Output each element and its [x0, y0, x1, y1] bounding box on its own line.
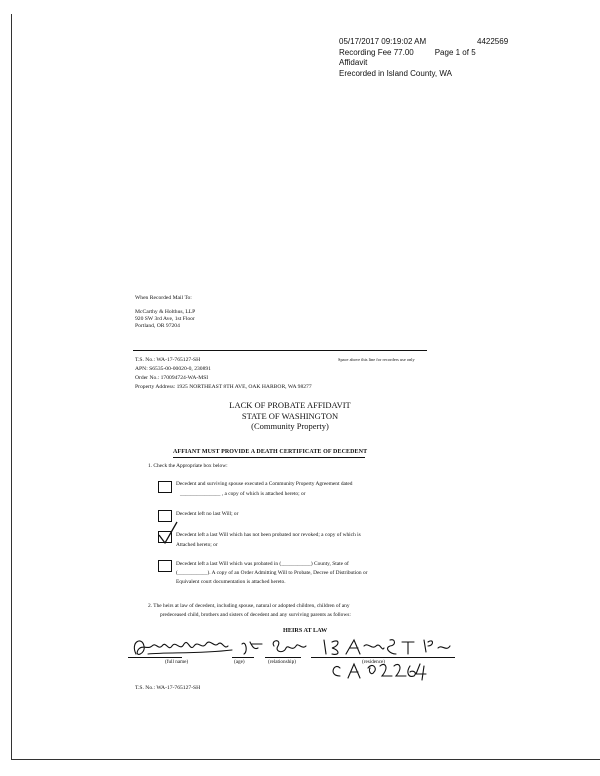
title-line-1: LACK OF PROBATE AFFIDAVIT	[229, 400, 351, 410]
return-to-label: When Recorded Mail To:	[135, 295, 192, 301]
erecorded-note: Erecorded in Island County, WA	[339, 68, 452, 78]
recording-header	[339, 37, 509, 79]
affiant-notice: AFFIANT MUST PROVIDE A DEATH CERTIFICATE OF DECEDENT	[173, 449, 368, 455]
recording-datetime: 05/17/2017 09:19:02 AM	[339, 37, 427, 46]
document-type: Affidavit	[339, 58, 368, 67]
item2-line1: 2. The heirs at law of decedent, including spouse, natural or adopted children, children of any	[148, 603, 350, 609]
option-will-probated-2: (___________). A copy of an Order Admitting Will to Probate, Decree of Distribution or	[176, 570, 368, 576]
doc-title	[200, 400, 380, 432]
label-residence: (residence)	[362, 659, 386, 665]
residence-line	[311, 657, 455, 658]
option-no-will: Decedent left no last Will; or	[176, 511, 239, 517]
age-line	[232, 657, 254, 658]
return-to-line2: 920 SW 3rd Ave, 1st Floor	[135, 316, 195, 322]
option-will-not-probated-2: Attached hereto; or	[176, 542, 218, 548]
return-to-line3: Portland, OR 97204	[135, 323, 180, 329]
property-address: Property Address: 1925 NORTHEAST 8TH AVE, OAK HARBOR, WA 98277	[135, 384, 312, 390]
item1-label: 1. Check the Appropriate box below:	[148, 463, 228, 469]
recorder-space-divider	[133, 350, 427, 351]
relationship-line	[265, 657, 301, 658]
option-community-agreement-2: _______________ , a copy of which is attached hereto; or	[180, 491, 306, 497]
title-line-3: (Community Property)	[251, 421, 329, 431]
option-will-probated-3: Equivalent court documentation is attached hereto.	[176, 579, 286, 585]
apn: APN: S6535-00-00020-0, 230891	[135, 366, 211, 372]
label-full-name: (full name)	[165, 659, 189, 665]
option-community-agreement: Decedent and surviving spouse executed a Community Property Agreement dated	[176, 481, 353, 487]
affiant-notice-underline	[173, 457, 365, 458]
option-will-probated: Decedent left a last Will which was probated in (___________) County, State of	[176, 561, 349, 567]
space-note: Space above this line for recorders use only	[338, 357, 415, 362]
order-number: Order No.: 170094724-WA-MSI	[135, 375, 209, 381]
return-to-line1: McCarthy & Holthus, LLP	[135, 309, 196, 315]
ts-number: T.S. No.: WA-17-765127-SH	[135, 357, 201, 363]
recording-fee: Recording Fee 77.00	[339, 47, 414, 57]
label-relationship: (relationship)	[268, 659, 296, 665]
title-line-2: STATE OF WASHINGTON	[241, 410, 339, 421]
document-number: 4422569	[477, 37, 509, 46]
footer-ts-number: T.S. No.: WA-17-765127-SH	[135, 685, 201, 691]
name-line	[128, 657, 182, 658]
heirs-at-law-heading: HEIRS AT LAW	[283, 627, 328, 634]
option-will-not-probated: Decedent left a last Will which has not been probated nor revoked; a copy of which is	[176, 532, 361, 538]
checkbox-community-agreement[interactable]	[158, 481, 172, 493]
item2-line2: predeceased child, brothers and sisters of decedent and any surviving parents as follows:	[160, 612, 351, 618]
page-count: Page 1 of 5	[434, 47, 476, 57]
checkbox-will-probated[interactable]	[158, 560, 172, 572]
label-age: (age)	[234, 659, 245, 665]
